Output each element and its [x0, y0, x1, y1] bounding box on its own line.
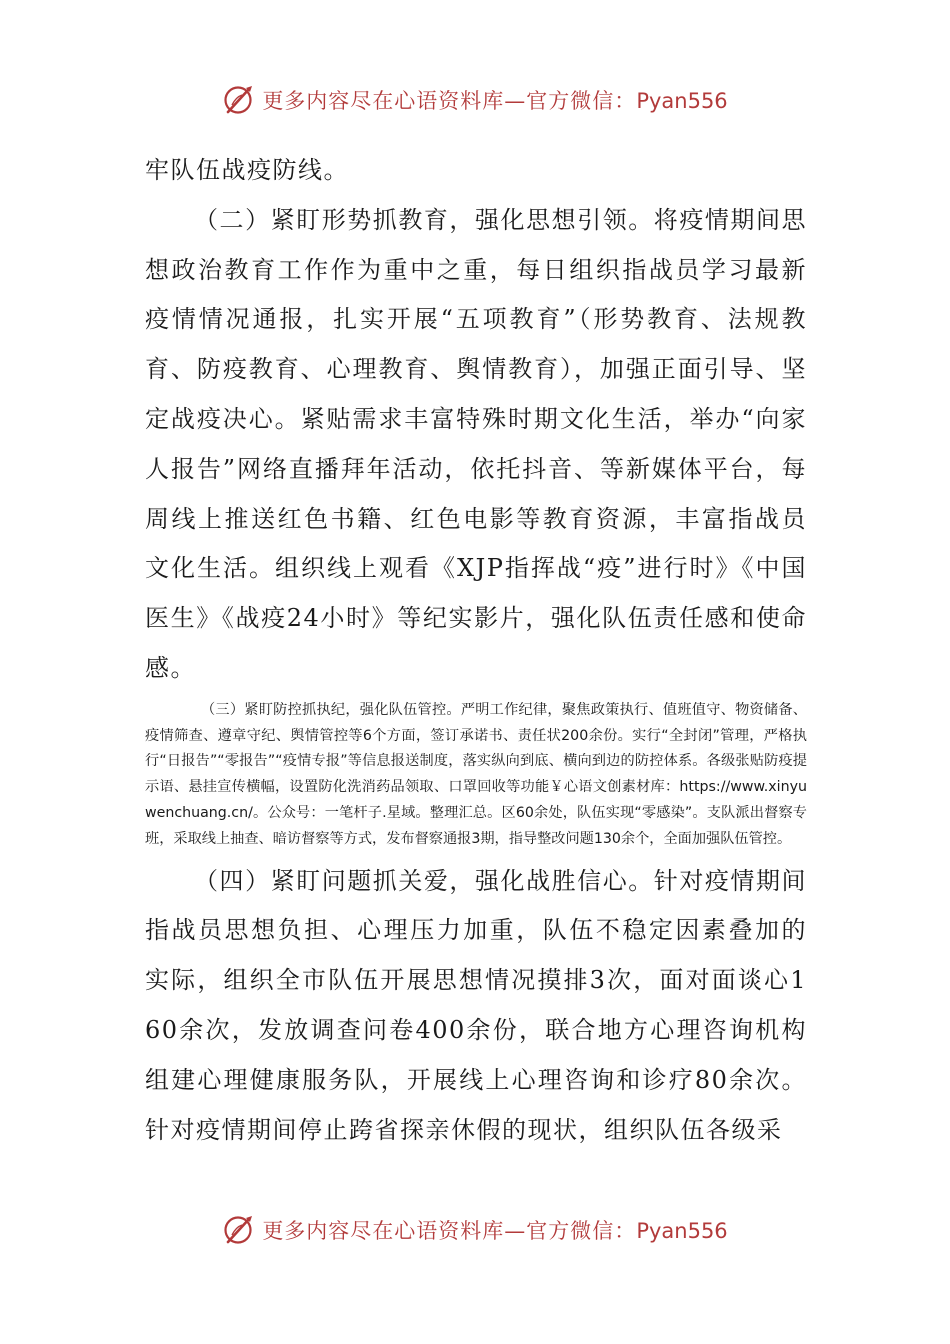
banner-text: 更多内容尽在心语资料库—官方微信：Pyan556 [262, 1219, 728, 1243]
paragraph-continuation: 牢队伍战疫防线。 [145, 156, 349, 184]
footer-banner [0, 1210, 950, 1250]
wechat-id: Pyan556 [636, 89, 728, 113]
pen-circle-logo-icon [222, 83, 256, 117]
document-body [145, 146, 807, 1155]
banner-text: 更多内容尽在心语资料库—官方微信：Pyan556 [262, 89, 728, 113]
paragraph-section-four: （四）紧盯问题抓关爱，强化战胜信心。针对疫情期间指战员思想负担、心理压力加重，队伍不稳定因素叠加的实际，组织全市队伍开展思想情况摸排3次，面对面谈心160余次，发放调查问卷400余份，联合地方心理咨询机构组建心理健康服务队，开展线上心理咨询和诊疗80余次。针对疫情期间停止跨省探亲休假的现状，组织队伍各级采 [145, 866, 807, 1144]
paragraph-section-three: （三）紧盯防控抓执纪，强化队伍管控。严明工作纪律，聚焦政策执行、值班值守、物资储备、疫情筛查、遵章守纪、舆情管控等6个方面，签订承诺书、责任状200余份。实行“全封闭”管理，严格执行“日报告”“零报告”“疫情专报”等信息报送制度，落实纵向到底、横向到边的防控体系。各级张贴防疫提示语、悬挂宣传横幅，设置防化洗消药品领取、口罩回收等功能￥心语文创素材库：https://www.xinyuwenchuang.cn/。公众号：一笔杆子.星域。整理汇总。区60余处，队伍实现“零感染”。支队派出督察专班，采取线上抽查、暗访督察等方式，发布督察通报3期，指导整改问题130余个，全面加强队伍管控。 [145, 701, 807, 847]
header-banner [0, 80, 950, 120]
pen-circle-logo-icon [222, 1213, 256, 1247]
paragraph-section-two: （二）紧盯形势抓教育，强化思想引领。将疫情期间思想政治教育工作作为重中之重，每日组织指战员学习最新疫情情况通报，扎实开展“五项教育”（形势教育、法规教育、防疫教育、心理教育、舆情教育），加强正面引导、坚定战疫决心。紧贴需求丰富特殊时期文化生活，举办“向家人报告”网络直播拜年活动，依托抖音、等新媒体平台，每周线上推送红色书籍、红色电影等教育资源，丰富指战员文化生活。组织线上观看《XJP指挥战“疫”进行时》《中国医生》《战疫24小时》等纪实影片，强化队伍责任感和使命感。 [145, 205, 807, 682]
wechat-id: Pyan556 [636, 1219, 728, 1243]
